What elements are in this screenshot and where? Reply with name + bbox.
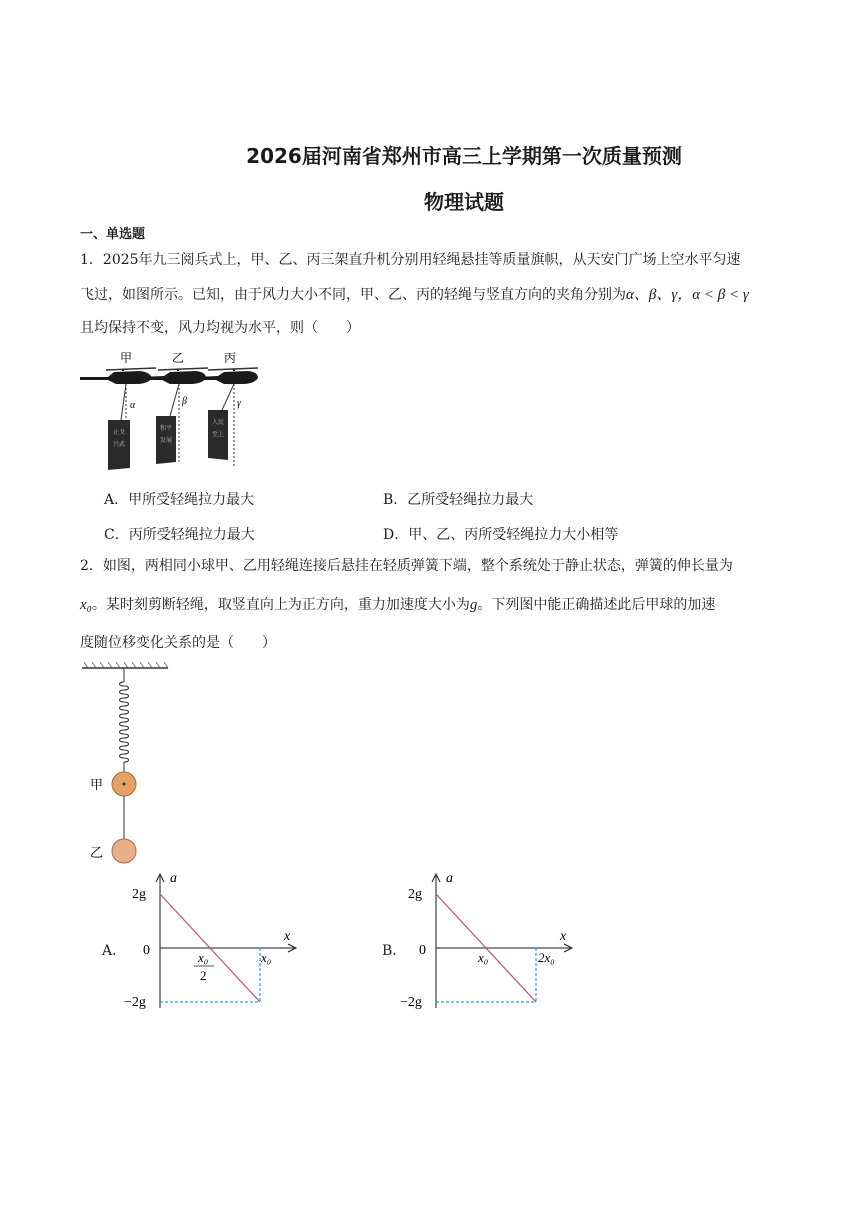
- graph-a-y-top: 2g: [132, 887, 146, 902]
- graph-b-y-top: 2g: [408, 887, 422, 902]
- angle-gamma-label: γ: [237, 398, 241, 409]
- svg-text:发展: 发展: [159, 438, 173, 444]
- q1-line1: 1．2025年九三阅兵式上，甲、乙、丙三架直升机分别用轻绳悬挂等质量旗帜，从天安门广场上空水平匀速: [80, 252, 741, 268]
- helicopter-figure: [78, 350, 268, 475]
- svg-text:人民: 人民: [211, 420, 225, 426]
- section-heading: 一、单选题: [80, 227, 146, 242]
- q1-option-a[interactable]: A．甲所受轻绳拉力最大: [104, 492, 255, 508]
- q1-line2: [80, 286, 749, 304]
- graph-b-xend: 2x₀: [538, 950, 555, 965]
- flag-bing: [208, 410, 228, 460]
- graph-b-y-bottom: −2g: [400, 995, 422, 1010]
- flag-jia: [108, 420, 130, 470]
- graph-a-xend: x₀: [261, 950, 272, 965]
- heli-label-jia: 甲: [120, 351, 133, 365]
- q1-angle-vars: α、β、γ，α < β < γ: [626, 287, 749, 303]
- page-subtitle: 物理试题: [424, 190, 504, 214]
- page-title: 2026届河南省郑州市高三上学期第一次质量预测: [246, 144, 682, 168]
- flag-yi: [156, 416, 176, 464]
- q2-line2: [80, 596, 715, 614]
- graph-b-option-label[interactable]: B．: [382, 943, 407, 959]
- graph-a-option-label[interactable]: A．: [102, 943, 127, 959]
- graph-a-y-label: a: [170, 871, 177, 886]
- q1-option-d[interactable]: D．甲、乙、丙所受轻绳拉力大小相等: [383, 527, 619, 543]
- graph-a-y-bottom: −2g: [124, 995, 146, 1010]
- svg-text:兴武: 兴武: [112, 442, 126, 448]
- q1-option-b[interactable]: B．乙所受轻绳拉力最大: [383, 492, 534, 508]
- graph-b-origin: 0: [419, 943, 426, 958]
- q2-line1: 2．如图，两相同小球甲、乙用轻绳连接后悬挂在轻质弹簧下端，整个系统处于静止状态，弹簧的伸长量为: [80, 558, 733, 574]
- angle-alpha-label: α: [130, 400, 136, 411]
- q2-g-var: g: [469, 597, 478, 613]
- spring-ball-figure: [78, 660, 178, 870]
- graph-a[interactable]: [96, 868, 316, 1023]
- svg-text:和平: 和平: [159, 426, 173, 432]
- q2-line3: 度随位移变化关系的是（ ）: [80, 635, 276, 651]
- ball-yi: [112, 839, 136, 863]
- q2-x0-var: x₀: [80, 597, 92, 613]
- q1-option-c[interactable]: C．丙所受轻绳拉力最大: [104, 527, 255, 543]
- q1-line2-text: 飞过，如图所示。已知，由于风力大小不同，甲、乙、丙的轻绳与竖直方向的夹角分别为: [80, 287, 626, 303]
- graph-b-x-label: x: [560, 929, 567, 944]
- q2-line2-text: 。某时刻剪断轻绳，取竖直向上为正方向，重力加速度大小为: [91, 597, 470, 613]
- graph-a-origin: 0: [143, 943, 150, 958]
- heli-label-bing: 丙: [224, 351, 237, 365]
- q2-line2-end: 。下列图中能正确描述此后甲球的加速: [477, 597, 716, 613]
- svg-text:至上: 至上: [211, 432, 225, 438]
- svg-text:止戈: 止戈: [112, 430, 126, 436]
- ball-yi-label: 乙: [90, 845, 104, 860]
- helicopter-jia-icon: [80, 369, 152, 384]
- q1-line3: 且均保持不变，风力均视为水平，则（ ）: [80, 320, 360, 336]
- graph-a-x-label: x: [284, 929, 291, 944]
- graph-b-y-label: a: [446, 871, 453, 886]
- angle-beta-label: β: [182, 396, 187, 407]
- spring-coil: [120, 682, 129, 762]
- graph-a-xmid-num: x₀: [198, 950, 209, 965]
- graph-b-xmid: x₀: [478, 950, 489, 965]
- heli-label-yi: 乙: [172, 351, 185, 365]
- ball-jia-label: 甲: [90, 777, 104, 792]
- graph-a-xmid-den: 2: [200, 968, 207, 983]
